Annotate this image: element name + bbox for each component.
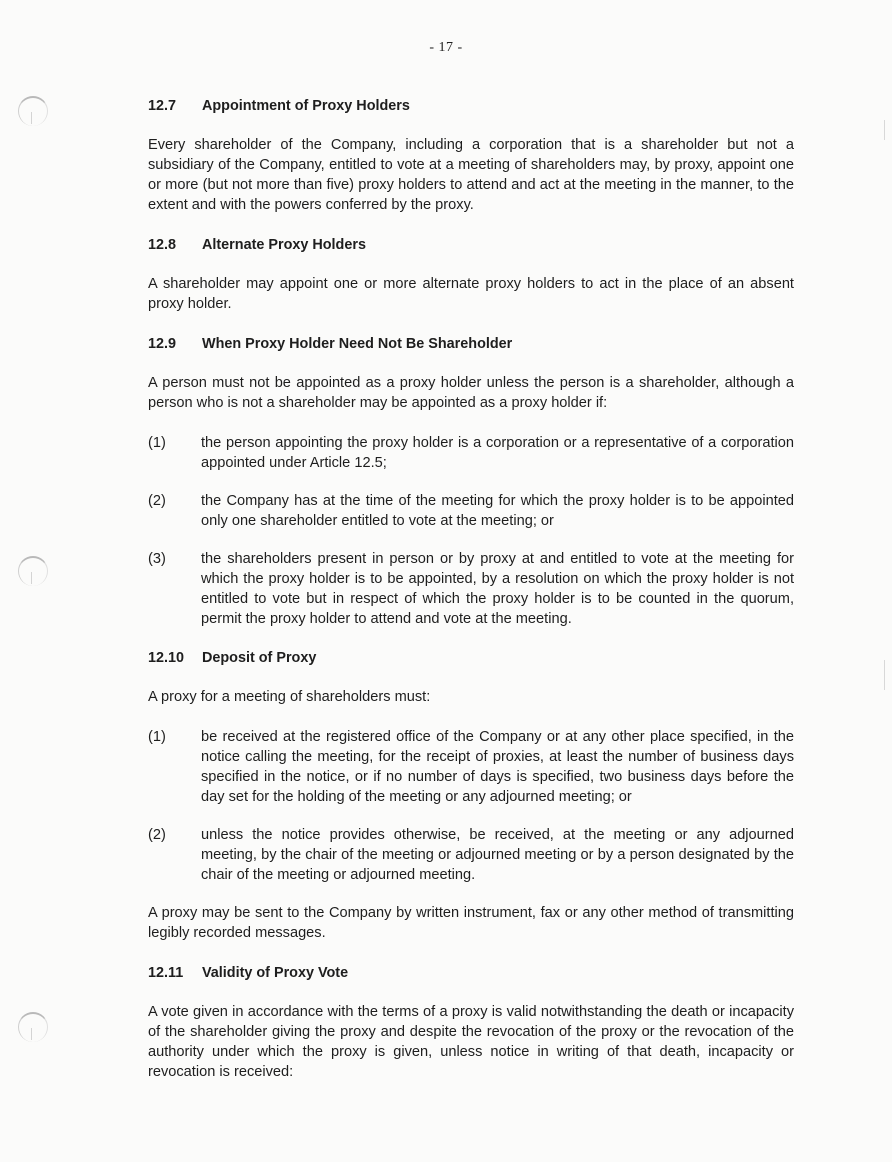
section-12-7: [148, 96, 794, 215]
section-12-11: [148, 963, 794, 1082]
item-text: be received at the registered office of the Company or at any other place specified, in the notice calling the meeting, for the receipt of proxies, at least the number of business days specified in the notice, or if no number of days is specified, two business days before the day set for the holding of the meeting or any adjourned meeting; or: [201, 729, 794, 805]
document-body: [148, 96, 794, 1102]
item-number: (3): [148, 551, 166, 567]
list-item: [148, 825, 794, 885]
section-heading: [148, 963, 794, 983]
section-heading: [148, 648, 794, 668]
page-number: - 17 -: [429, 40, 463, 55]
punch-hole-mark: [18, 556, 48, 586]
list-item: [148, 491, 794, 531]
item-number: (2): [148, 493, 166, 509]
section-12-9: [148, 334, 794, 629]
paragraph: A proxy may be sent to the Company by written instrument, fax or any other method of transmitting legibly recorded messages.: [148, 905, 794, 941]
section-heading: [148, 96, 794, 116]
item-text: the Company has at the time of the meeting for which the proxy holder is to be appointed only one shareholder entitled to vote at the meeting; or: [201, 493, 794, 529]
item-text: the person appointing the proxy holder is a corporation or a representative of a corporation appointed under Article 12.5;: [201, 435, 794, 471]
item-number: (1): [148, 729, 166, 745]
item-text: unless the notice provides otherwise, be received, at the meeting or any adjourned meeting, by the chair of the meeting or adjourned meeting or by a person designated by the chair of the meeting or adjourned meeting.: [201, 827, 794, 883]
section-number: 12.9: [148, 336, 177, 352]
section-title: Appointment of Proxy Holders: [202, 98, 410, 114]
punch-hole-mark: [18, 1012, 48, 1042]
paragraph: A proxy for a meeting of shareholders must:: [148, 689, 431, 705]
list-item: [148, 727, 794, 807]
list-item: [148, 433, 794, 473]
paragraph: A person must not be appointed as a proxy holder unless the person is a shareholder, although a person who is not a shareholder may be appointed as a proxy holder if:: [148, 375, 794, 411]
section-number: 12.7: [148, 98, 177, 114]
item-text: the shareholders present in person or by proxy at and entitled to vote at the meeting for which the proxy holder is to be appointed, by a resolution on which the proxy holder is not entitled to vote but in respect of which the proxy holder is to be counted in the quorum, permit the proxy holder to attend and vote at the meeting.: [201, 551, 794, 627]
section-number: 12.11: [148, 965, 184, 981]
list-item: [148, 549, 794, 629]
scan-edge-mark: [884, 120, 885, 140]
section-title: Deposit of Proxy: [202, 650, 317, 666]
paragraph: A vote given in accordance with the terms of a proxy is valid notwithstanding the death or incapacity of the shareholder giving the proxy and despite the revocation of the proxy or the revocation of the authority under which the proxy is given, unless notice in writing of that death, incapacity or revocation is received:: [148, 1004, 794, 1080]
scan-edge-mark: [884, 660, 885, 690]
section-title: Validity of Proxy Vote: [202, 965, 349, 981]
section-title: Alternate Proxy Holders: [202, 237, 366, 253]
section-heading: [148, 334, 794, 354]
paragraph: Every shareholder of the Company, including a corporation that is a shareholder but not a subsidiary of the Company, entitled to vote at a meeting of shareholders may, by proxy, appoint one or more (but not more than five) proxy holders to attend and act at the meeting in the manner, to the extent and with the powers conferred by the proxy.: [148, 137, 794, 213]
punch-hole-mark: [18, 96, 48, 126]
section-12-10: [148, 648, 794, 943]
item-number: (2): [148, 827, 166, 843]
section-number: 12.8: [148, 237, 177, 253]
item-number: (1): [148, 435, 166, 451]
section-heading: [148, 235, 794, 255]
paragraph: A shareholder may appoint one or more alternate proxy holders to act in the place of an absent proxy holder.: [148, 276, 794, 312]
section-title: When Proxy Holder Need Not Be Shareholder: [202, 336, 513, 352]
section-12-8: [148, 235, 794, 314]
section-number: 12.10: [148, 650, 185, 666]
